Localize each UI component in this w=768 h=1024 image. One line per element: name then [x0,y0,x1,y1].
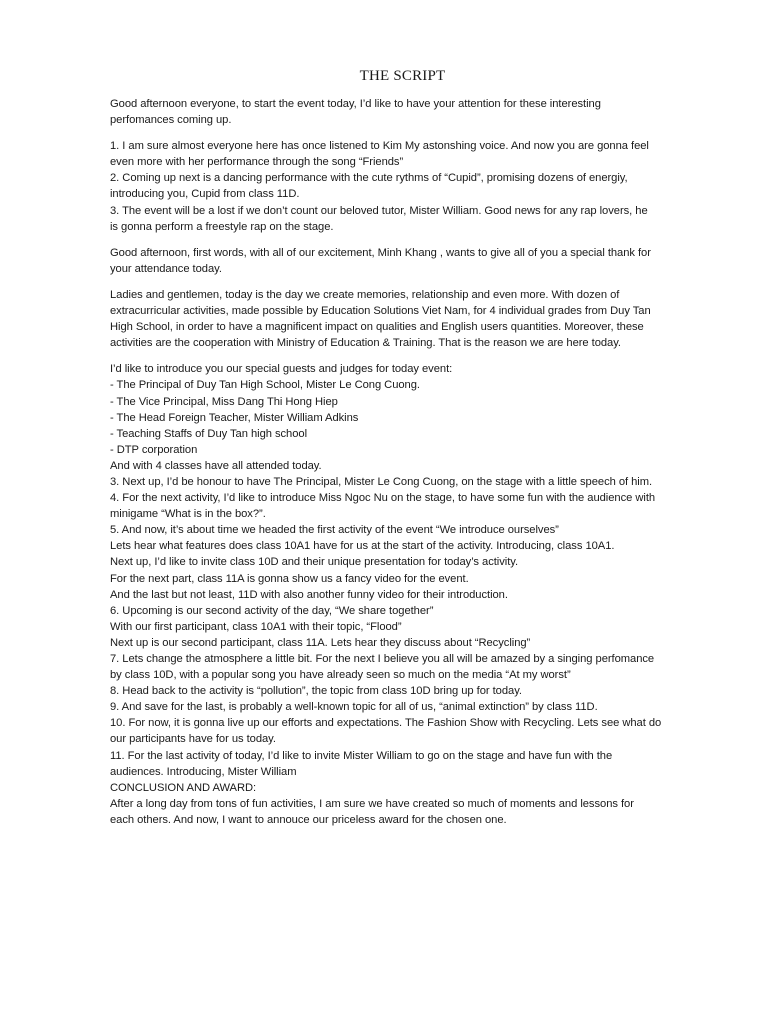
text-line: 5. And now, it’s about time we headed the first activity of the event “We introduce ourselves” [110,524,559,537]
text-line: extracurricular activities, made possible by Education Solutions Viet Nam, for 4 individual grades from Duy Tan [110,305,651,318]
text-line: 3. The event will be a lost if we don’t count our beloved tutor, Mister William. Good news for any rap lovers, he [110,204,648,217]
guest-list-item: - DTP corporation [110,443,198,456]
text-line: Lets hear what features does class 10A1 have for us at the start of the activity. Introducing, class 10A1. [110,540,615,553]
section-heading: CONCLUSION AND AWARD: [110,781,257,794]
text-line: Good afternoon, first words, with all of our excitement, Minh Khang , wants to give all of you a special thank for [110,246,651,259]
text-line: even more with her performance through the song “Friends” [110,156,404,169]
text-line: Good afternoon everyone, to start the event today, I’d like to have your attention for these interesting [110,98,601,110]
guest-list-item: - Teaching Staffs of Duy Tan high school [110,427,308,440]
guest-list-item: - The Principal of Duy Tan High School, Mister Le Cong Cuong. [110,379,420,392]
intro-paragraph [110,96,700,128]
thanks-paragraph [110,245,700,277]
text-line: minigame “What is in the box?”. [110,508,266,521]
text-line: 10. For now, it is gonna live up our efforts and expectations. The Fashion Show with Recycling. Lets see what do [110,717,662,730]
guest-list-item: - The Vice Principal, Miss Dang Thi Hong Hiep [110,395,338,408]
text-line: 8. Head back to the activity is “pollution”, the topic from class 10D bring up for today. [110,685,522,698]
performances-paragraph [110,138,700,235]
text-line: I’d like to introduce you our special guests and judges for today event: [110,363,453,376]
text-line: Next up is our second participant, class 11A. Lets hear they discuss about “Recycling” [110,636,531,649]
text-line: each others. And now, I want to annouce our priceless award for the chosen one. [110,813,507,826]
text-line: 3. Next up, I’d be honour to have The Principal, Mister Le Cong Cuong, on the stage with a little speech of him. [110,475,653,488]
document-title: THE SCRIPT [359,68,446,84]
text-line: your attendance today. [110,262,222,275]
text-line: by class 10D, with a popular song you have already seen so much on the media “At my worst” [110,669,571,682]
text-line: is gonna perform a freestyle rap on the stage. [110,220,334,233]
text-line: 9. And save for the last, is probably a well-known topic for all of us, “animal extinction” by class 11D. [110,701,598,714]
welcome-paragraph [110,287,700,351]
text-line: And with 4 classes have all attended today. [110,459,322,472]
text-line: Ladies and gentlemen, today is the day we create memories, relationship and even more. With dozen of [110,288,620,301]
text-line: 2. Coming up next is a dancing performance with the cute rythms of “Cupid”, promising dozens of energiy, [110,172,628,185]
guest-list-item: - The Head Foreign Teacher, Mister William Adkins [110,411,359,424]
text-line: 7. Lets change the atmosphere a little bit. For the next I believe you all will be amazed by a singing perfomance [110,653,655,665]
text-line: High School, in order to have a magnificent impact on qualities and English users quantities. Moreover, these [110,321,644,334]
text-line: With our first participant, class 10A1 with their topic, “Flood” [110,620,402,633]
document-body [110,96,700,828]
text-line: 6. Upcoming is our second activity of the day, “We share together” [110,604,434,617]
text-line: perfomances coming up. [110,114,232,127]
text-line: audiences. Introducing, Mister William [110,765,297,778]
text-line: 4. For the next activity, I’d like to introduce Miss Ngoc Nu on the stage, to have some fun with the audience with [110,492,656,505]
text-line: activities are the cooperation with Ministry of Education & Training. That is the reason we are here today. [110,337,621,350]
program-section [110,361,700,828]
text-line: 1. I am sure almost everyone here has once listened to Kim My astonshing voice. And now you are gonna feel [110,140,649,153]
text-line: For the next part, class 11A is gonna show us a fancy video for the event. [110,572,469,585]
text-line: After a long day from tons of fun activities, I am sure we have created so much of moments and lessons for [110,797,634,810]
text-line: Next up, I’d like to invite class 10D and their unique presentation for today’s activity. [110,556,519,569]
text-line: introducing you, Cupid from class 11D. [110,188,300,201]
text-line: 11. For the last activity of today, I’d like to invite Mister William to go on the stage and have fun with the [110,749,613,762]
text-line: our participants have for us today. [110,733,276,746]
text-line: And the last but not least, 11D with also another funny video for their introduction. [110,588,508,601]
